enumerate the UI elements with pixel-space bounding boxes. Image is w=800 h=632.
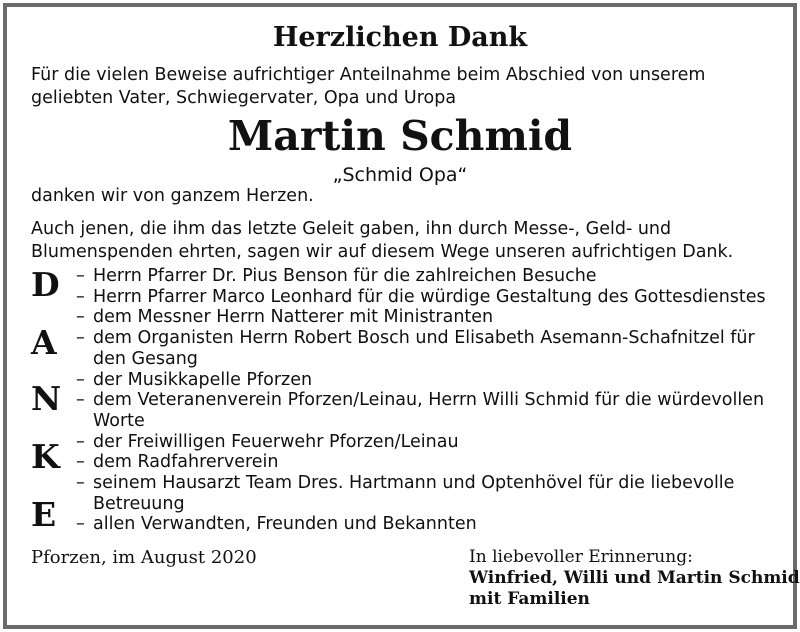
signature-names: Winfried, Willi und Martin Schmid [469,568,800,588]
thanks-list [76,266,776,535]
list-item-text: der Musikkapelle Pforzen [93,369,313,390]
list-dash: – [76,307,85,328]
notice-title: Herzlichen Dank [272,22,528,53]
list-item [76,287,776,308]
list-item-text: dem Messner Herrn Natterer mit Ministranten [93,307,494,328]
list-item [76,473,776,514]
list-dash: – [76,514,85,535]
danke-letters [31,265,71,535]
list-item-text: allen Verwandten, Freunden und Bekannten [93,514,477,535]
list-dash: – [76,286,85,307]
list-dash: – [76,328,85,349]
place-date: Pforzen, im August 2020 [31,547,257,568]
deceased-name: Martin Schmid [227,112,573,160]
list-dash: – [76,452,85,473]
list-item [76,452,776,473]
list-dash: – [76,431,85,452]
list-dash: – [76,369,85,390]
danke-letter-a: A [31,323,57,362]
list-item-text: der Freiwilligen Feuerwehr Pforzen/Leinau [93,431,459,452]
list-item-text: dem Radfahrerverein [93,452,279,473]
intro-text: Für die vielen Beweise aufrichtiger Anteilnahme beim Abschied von unserem geliebten Vater, Schwiegervater, Opa und Uropa [31,65,706,108]
list-dash: – [76,390,85,411]
list-item-text: dem Veteranenverein Pforzen/Leinau, Herrn Willi Schmid für die würdevollen Worte [93,390,765,431]
signature-block [469,547,800,610]
nickname: „Schmid Opa“ [332,164,468,186]
list-item [76,514,776,535]
list-dash: – [76,473,85,494]
list-item-text: dem Organisten Herrn Robert Bosch und Elisabeth Asemann-Schafnitzel für den Gesang [93,328,755,369]
list-dash: – [76,266,85,286]
signature-families: mit Familien [469,589,590,609]
list-item [76,390,776,431]
danke-letter-d: D [31,265,60,304]
thanks-line: danken wir von ganzem Herzen. [31,186,314,206]
danke-letter-k: K [31,437,60,476]
also-paragraph: Auch jenen, die ihm das letzte Geleit gaben, ihn durch Messe-, Geld- und Blumenspenden ehrten, sagen wir auf diesem Wege unseren aufrichtigen Dank. [31,219,734,262]
list-item [76,266,776,287]
list-item [76,370,776,391]
list-item [76,328,776,369]
list-item-text: Herrn Pfarrer Marco Leonhard für die würdige Gestaltung des Gottesdienstes [93,286,766,307]
list-item-text: Herrn Pfarrer Dr. Pius Benson für die zahlreichen Besuche [93,266,597,286]
list-item [76,307,776,328]
danke-letter-n: N [31,379,62,418]
list-item [76,432,776,453]
signature-intro: In liebevoller Erinnerung: [469,547,693,567]
danke-letter-e: E [31,495,57,534]
list-item-text: seinem Hausarzt Team Dres. Hartmann und Optenhövel für die liebevolle Betreuung [93,473,735,514]
